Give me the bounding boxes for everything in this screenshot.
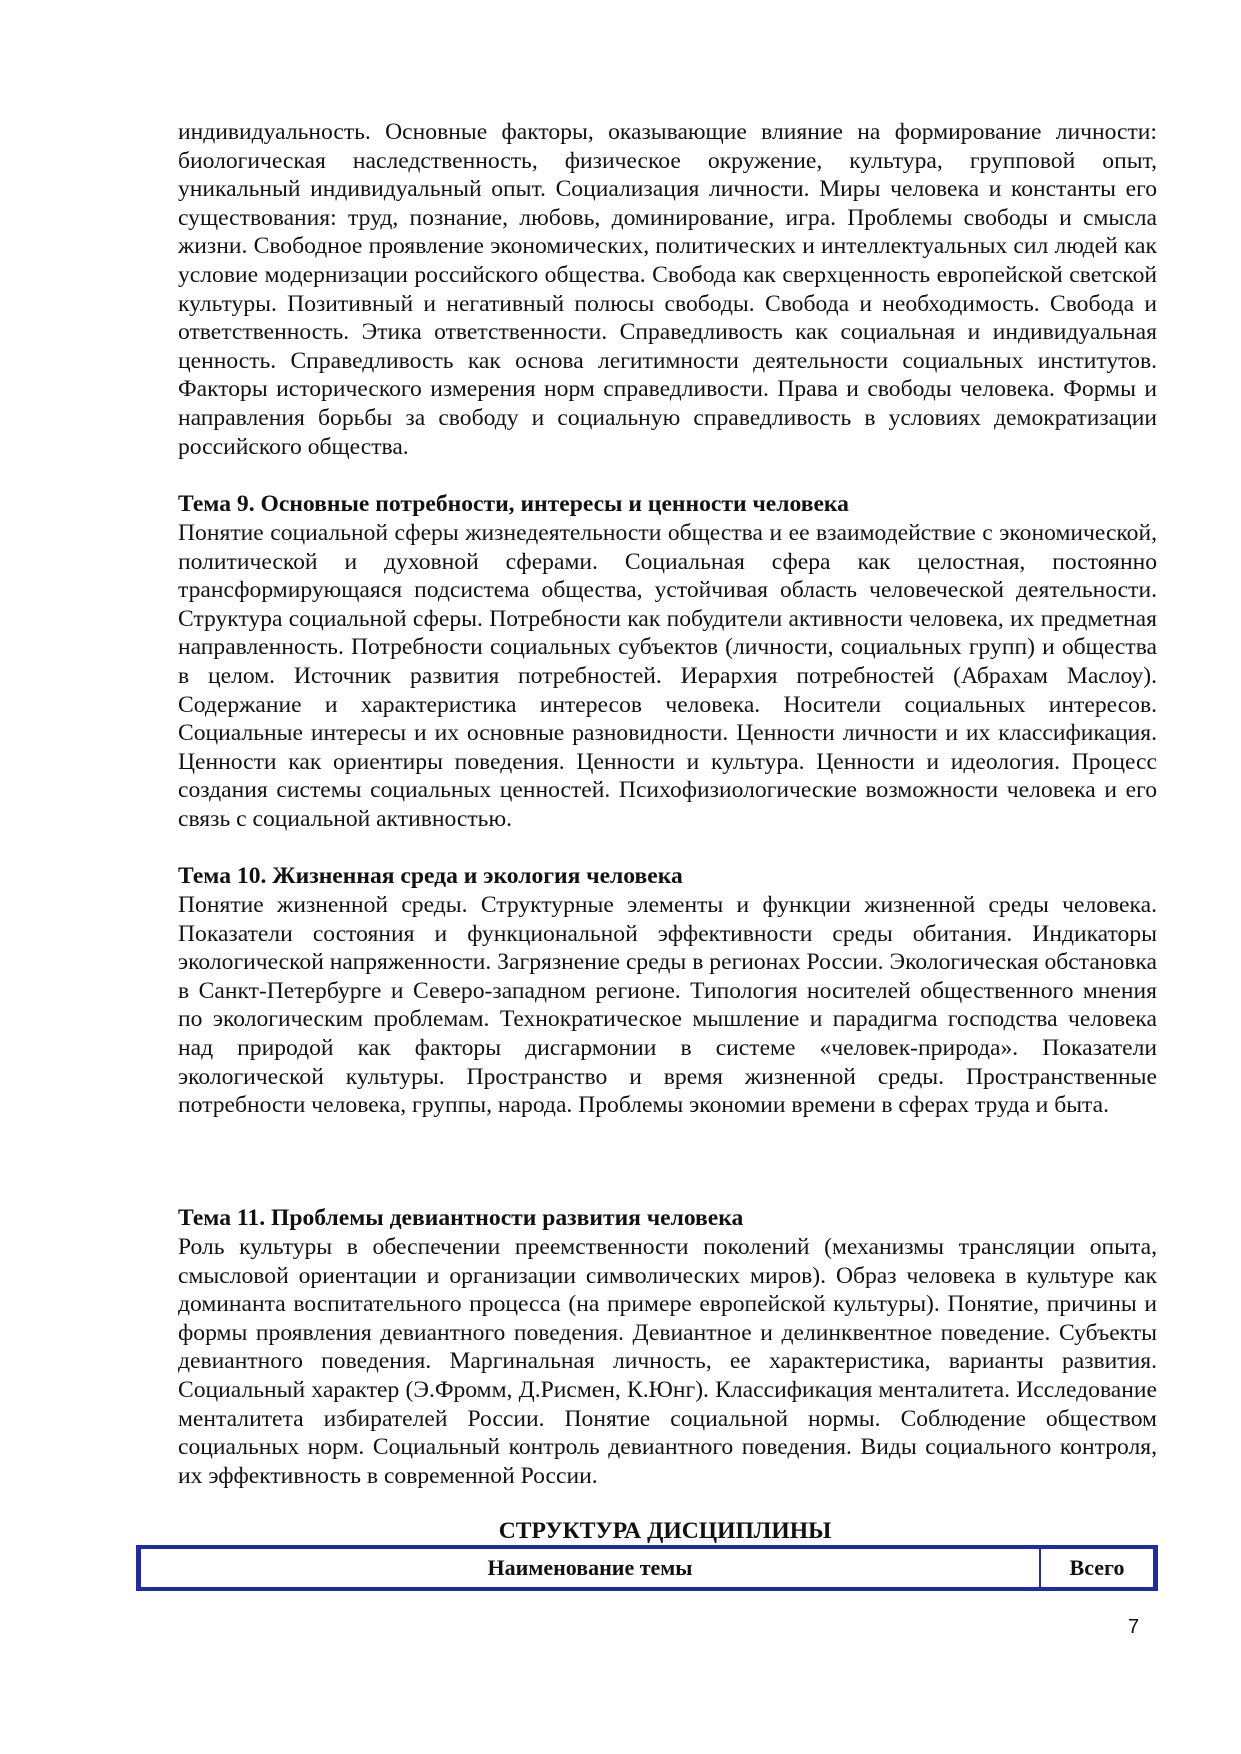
topic-9-paragraph: Понятие социальной сферы жизнедеятельности общества и ее взаимодействие с экономической, политической и духовной сферами. Социальная сфера как целостная, постоянно трансформирующаяся подсистема общества, устойчивая область человеческой деятельности. Структура социальной сферы. Потребности как побудители активности человека, их предметная направленность. Потребности социальных субъектов (личности, социальных групп) и общества в целом. Источник развития потребностей. Иерархия потребностей (Абрахам Маслоу). Содержание и характеристика интересов человека. Носители социальных интересов. Социальные интересы и их основные разновидности. Ценности личности и их классификация. Ценности как ориентиры поведения. Ценности и культура. Ценности и идеология. Процесс создания системы социальных ценностей. Психофизиологические возможности человека и его связь с социальной активностью.	[178, 520, 1157, 832]
intro-paragraph: индивидуальность. Основные факторы, оказывающие влияние на формирование личности: биологическая наследственность, физическое окружение, культура, групповой опыт, уникальный индивидуальный опыт. Социализация личности. Миры человека и константы его существования: труд, познание, любовь, доминирование, игра. Проблемы свободы и смысла жизни. Свободное проявление экономических, политических и интеллектуальных сил людей как условие модернизации российского общества. Свобода как сверхценность европейской светской культуры. Позитивный и негативный полюсы свободы. Свобода и необходимость. Свобода и ответственность. Этика ответственности. Справедливость как социальная и индивидуальная ценность. Справедливость как основа легитимности деятельности социальных институтов. Факторы исторического измерения норм справедливости. Права и свободы человека. Формы и направления борьбы за свободу и социальную справедливость в условиях демократизации российского общества.	[178, 119, 1157, 460]
structure-title: СТРУКТУРА ДИСЦИПЛИНЫ	[498, 1518, 832, 1544]
topic-9-heading: Тема 9. Основные потребности, интересы и ценности человека	[178, 491, 849, 517]
topic-10-heading: Тема 10. Жизненная среда и экология человека	[178, 863, 683, 889]
page-number: 7	[1128, 1616, 1140, 1638]
topic-10-paragraph: Понятие жизненной среды. Структурные элементы и функции жизненной среды человека. Показатели состояния и функциональной эффективности среды обитания. Индикаторы экологической напряженности. Загрязнение среды в регионах России. Экологическая обстановка в Санкт-Петербурге и Северо-западном регионе. Типология носителей общественного мнения по экологическим проблемам. Технократическое мышление и парадигма господства человека над природой как факторы дисгармонии в системе «человек-природа». Показатели экологической культуры. Пространство и время жизненной среды. Пространственные потребности человека, группы, народа. Проблемы экономии времени в сферах труда и быта.	[178, 892, 1157, 1119]
column-header-topic-name: Наименование темы	[141, 1549, 1041, 1587]
structure-table-header	[136, 1545, 1158, 1591]
topic-11-paragraph: Роль культуры в обеспечении преемственности поколений (механизмы трансляции опыта, смысловой ориентации и организации символических миров). Образ человека в культуре как доминанта воспитательного процесса (на примере европейской культуры). Понятие, причины и формы проявления девиантного поведения. Девиантное и делинквентное поведение. Субъекты девиантного поведения. Маргинальная личность, ее характеристика, варианты развития. Социальный характер (Э.Фромм, Д.Рисмен, К.Юнг). Классификация менталитета. Исследование менталитета избирателей России. Понятие социальной нормы. Соблюдение обществом социальных норм. Социальный контроль девиантного поведения. Виды социального контроля, их эффективность в современной России.	[178, 1234, 1157, 1489]
column-header-total: Всего	[1069, 1555, 1125, 1580]
topic-11-heading: Тема 11. Проблемы девиантности развития человека	[178, 1205, 744, 1231]
